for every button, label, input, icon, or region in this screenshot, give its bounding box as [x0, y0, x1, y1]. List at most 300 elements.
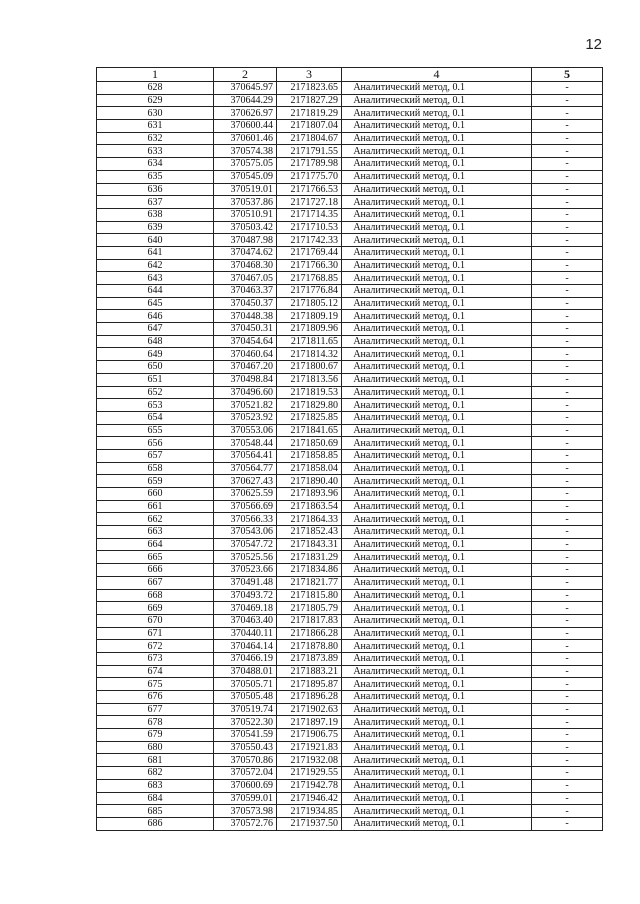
- y-coordinate-cell: 2171929.55: [277, 767, 342, 780]
- note-cell: -: [532, 792, 603, 805]
- y-coordinate-cell: 2171811.65: [277, 335, 342, 348]
- y-coordinate-cell: 2171893.96: [277, 488, 342, 501]
- method-accuracy-cell: Аналитический метод, 0.1: [342, 145, 532, 158]
- method-accuracy-cell: Аналитический метод, 0.1: [342, 158, 532, 171]
- table-row: [97, 120, 603, 133]
- point-number-cell: 685: [97, 805, 214, 818]
- x-coordinate-cell: 370625.59: [214, 488, 277, 501]
- y-coordinate-cell: 2171813.56: [277, 373, 342, 386]
- y-coordinate-cell: 2171823.65: [277, 82, 342, 95]
- x-coordinate-cell: 370491.48: [214, 576, 277, 589]
- y-coordinate-cell: 2171805.79: [277, 602, 342, 615]
- point-number-cell: 643: [97, 272, 214, 285]
- y-coordinate-cell: 2171921.83: [277, 741, 342, 754]
- point-number-cell: 653: [97, 399, 214, 412]
- table-row: [97, 170, 603, 183]
- table-row: [97, 285, 603, 298]
- header-col-1: 1: [97, 68, 214, 82]
- note-cell: -: [532, 259, 603, 272]
- table-row: [97, 716, 603, 729]
- table-row: [97, 386, 603, 399]
- table-row: [97, 145, 603, 158]
- method-accuracy-cell: Аналитический метод, 0.1: [342, 208, 532, 221]
- x-coordinate-cell: 370450.37: [214, 297, 277, 310]
- x-coordinate-cell: 370545.09: [214, 170, 277, 183]
- method-accuracy-cell: Аналитический метод, 0.1: [342, 500, 532, 513]
- x-coordinate-cell: 370463.37: [214, 285, 277, 298]
- page-number: 12: [585, 36, 602, 53]
- method-accuracy-cell: Аналитический метод, 0.1: [342, 665, 532, 678]
- y-coordinate-cell: 2171710.53: [277, 221, 342, 234]
- point-number-cell: 681: [97, 754, 214, 767]
- table-row: [97, 805, 603, 818]
- x-coordinate-cell: 370466.19: [214, 652, 277, 665]
- y-coordinate-cell: 2171850.69: [277, 437, 342, 450]
- table-row: [97, 361, 603, 374]
- note-cell: -: [532, 183, 603, 196]
- point-number-cell: 630: [97, 107, 214, 120]
- y-coordinate-cell: 2171727.18: [277, 196, 342, 209]
- x-coordinate-cell: 370523.92: [214, 411, 277, 424]
- note-cell: -: [532, 716, 603, 729]
- y-coordinate-cell: 2171768.85: [277, 272, 342, 285]
- point-number-cell: 651: [97, 373, 214, 386]
- point-number-cell: 641: [97, 246, 214, 259]
- table-row: [97, 437, 603, 450]
- table-row: [97, 183, 603, 196]
- table-row: [97, 424, 603, 437]
- note-cell: -: [532, 272, 603, 285]
- x-coordinate-cell: 370519.01: [214, 183, 277, 196]
- table-row: [97, 449, 603, 462]
- y-coordinate-cell: 2171932.08: [277, 754, 342, 767]
- y-coordinate-cell: 2171775.70: [277, 170, 342, 183]
- method-accuracy-cell: Аналитический метод, 0.1: [342, 602, 532, 615]
- table-row: [97, 564, 603, 577]
- y-coordinate-cell: 2171789.98: [277, 158, 342, 171]
- table-row: [97, 488, 603, 501]
- note-cell: -: [532, 729, 603, 742]
- y-coordinate-cell: 2171883.21: [277, 665, 342, 678]
- y-coordinate-cell: 2171742.33: [277, 234, 342, 247]
- point-number-cell: 678: [97, 716, 214, 729]
- point-number-cell: 628: [97, 82, 214, 95]
- method-accuracy-cell: Аналитический метод, 0.1: [342, 348, 532, 361]
- x-coordinate-cell: 370523.66: [214, 564, 277, 577]
- method-accuracy-cell: Аналитический метод, 0.1: [342, 94, 532, 107]
- point-number-cell: 635: [97, 170, 214, 183]
- point-number-cell: 642: [97, 259, 214, 272]
- point-number-cell: 672: [97, 640, 214, 653]
- table-row: [97, 82, 603, 95]
- x-coordinate-cell: 370468.30: [214, 259, 277, 272]
- point-number-cell: 669: [97, 602, 214, 615]
- x-coordinate-cell: 370505.71: [214, 678, 277, 691]
- method-accuracy-cell: Аналитический метод, 0.1: [342, 107, 532, 120]
- table-row: [97, 234, 603, 247]
- note-cell: -: [532, 221, 603, 234]
- y-coordinate-cell: 2171937.50: [277, 817, 342, 830]
- point-number-cell: 654: [97, 411, 214, 424]
- table-row: [97, 602, 603, 615]
- point-number-cell: 686: [97, 817, 214, 830]
- method-accuracy-cell: Аналитический метод, 0.1: [342, 449, 532, 462]
- note-cell: -: [532, 691, 603, 704]
- y-coordinate-cell: 2171878.80: [277, 640, 342, 653]
- note-cell: -: [532, 335, 603, 348]
- method-accuracy-cell: Аналитический метод, 0.1: [342, 703, 532, 716]
- method-accuracy-cell: Аналитический метод, 0.1: [342, 323, 532, 336]
- y-coordinate-cell: 2171819.29: [277, 107, 342, 120]
- y-coordinate-cell: 2171858.85: [277, 449, 342, 462]
- x-coordinate-cell: 370525.56: [214, 551, 277, 564]
- method-accuracy-cell: Аналитический метод, 0.1: [342, 691, 532, 704]
- point-number-cell: 649: [97, 348, 214, 361]
- x-coordinate-cell: 370493.72: [214, 589, 277, 602]
- method-accuracy-cell: Аналитический метод, 0.1: [342, 576, 532, 589]
- method-accuracy-cell: Аналитический метод, 0.1: [342, 475, 532, 488]
- x-coordinate-cell: 370600.69: [214, 779, 277, 792]
- y-coordinate-cell: 2171809.96: [277, 323, 342, 336]
- x-coordinate-cell: 370467.20: [214, 361, 277, 374]
- method-accuracy-cell: Аналитический метод, 0.1: [342, 399, 532, 412]
- y-coordinate-cell: 2171858.04: [277, 462, 342, 475]
- note-cell: -: [532, 538, 603, 551]
- method-accuracy-cell: Аналитический метод, 0.1: [342, 196, 532, 209]
- method-accuracy-cell: Аналитический метод, 0.1: [342, 234, 532, 247]
- method-accuracy-cell: Аналитический метод, 0.1: [342, 120, 532, 133]
- y-coordinate-cell: 2171863.54: [277, 500, 342, 513]
- table-row: [97, 335, 603, 348]
- point-number-cell: 644: [97, 285, 214, 298]
- x-coordinate-cell: 370601.46: [214, 132, 277, 145]
- point-number-cell: 680: [97, 741, 214, 754]
- method-accuracy-cell: Аналитический метод, 0.1: [342, 589, 532, 602]
- note-cell: -: [532, 602, 603, 615]
- note-cell: -: [532, 373, 603, 386]
- x-coordinate-cell: 370548.44: [214, 437, 277, 450]
- note-cell: -: [532, 82, 603, 95]
- y-coordinate-cell: 2171906.75: [277, 729, 342, 742]
- y-coordinate-cell: 2171766.53: [277, 183, 342, 196]
- note-cell: -: [532, 652, 603, 665]
- table-row: [97, 107, 603, 120]
- note-cell: -: [532, 145, 603, 158]
- point-number-cell: 679: [97, 729, 214, 742]
- x-coordinate-cell: 370454.64: [214, 335, 277, 348]
- x-coordinate-cell: 370570.86: [214, 754, 277, 767]
- point-number-cell: 631: [97, 120, 214, 133]
- y-coordinate-cell: 2171714.35: [277, 208, 342, 221]
- method-accuracy-cell: Аналитический метод, 0.1: [342, 424, 532, 437]
- x-coordinate-cell: 370522.30: [214, 716, 277, 729]
- note-cell: -: [532, 94, 603, 107]
- table-row: [97, 779, 603, 792]
- note-cell: -: [532, 817, 603, 830]
- method-accuracy-cell: Аналитический метод, 0.1: [342, 221, 532, 234]
- method-accuracy-cell: Аналитический метод, 0.1: [342, 538, 532, 551]
- y-coordinate-cell: 2171896.28: [277, 691, 342, 704]
- y-coordinate-cell: 2171841.65: [277, 424, 342, 437]
- point-number-cell: 655: [97, 424, 214, 437]
- table-row: [97, 272, 603, 285]
- x-coordinate-cell: 370463.40: [214, 614, 277, 627]
- table-row: [97, 691, 603, 704]
- table-row: [97, 411, 603, 424]
- point-number-cell: 634: [97, 158, 214, 171]
- note-cell: -: [532, 170, 603, 183]
- header-col-2: 2: [214, 68, 277, 82]
- table-row: [97, 310, 603, 323]
- note-cell: -: [532, 551, 603, 564]
- note-cell: -: [532, 513, 603, 526]
- point-number-cell: 664: [97, 538, 214, 551]
- point-number-cell: 637: [97, 196, 214, 209]
- method-accuracy-cell: Аналитический метод, 0.1: [342, 513, 532, 526]
- x-coordinate-cell: 370644.29: [214, 94, 277, 107]
- note-cell: -: [532, 462, 603, 475]
- point-number-cell: 666: [97, 564, 214, 577]
- x-coordinate-cell: 370448.38: [214, 310, 277, 323]
- x-coordinate-cell: 370469.18: [214, 602, 277, 615]
- table-row: [97, 475, 603, 488]
- method-accuracy-cell: Аналитический метод, 0.1: [342, 246, 532, 259]
- note-cell: -: [532, 475, 603, 488]
- table-row: [97, 259, 603, 272]
- table-row: [97, 538, 603, 551]
- x-coordinate-cell: 370572.76: [214, 817, 277, 830]
- table-row: [97, 246, 603, 259]
- method-accuracy-cell: Аналитический метод, 0.1: [342, 386, 532, 399]
- point-number-cell: 660: [97, 488, 214, 501]
- table-header-row: [97, 68, 603, 82]
- table-body: [97, 82, 603, 831]
- x-coordinate-cell: 370521.82: [214, 399, 277, 412]
- x-coordinate-cell: 370488.01: [214, 665, 277, 678]
- y-coordinate-cell: 2171804.67: [277, 132, 342, 145]
- y-coordinate-cell: 2171827.29: [277, 94, 342, 107]
- x-coordinate-cell: 370503.42: [214, 221, 277, 234]
- point-number-cell: 659: [97, 475, 214, 488]
- method-accuracy-cell: Аналитический метод, 0.1: [342, 272, 532, 285]
- x-coordinate-cell: 370464.14: [214, 640, 277, 653]
- point-number-cell: 656: [97, 437, 214, 450]
- x-coordinate-cell: 370474.62: [214, 246, 277, 259]
- x-coordinate-cell: 370550.43: [214, 741, 277, 754]
- table-row: [97, 94, 603, 107]
- table-row: [97, 817, 603, 830]
- method-accuracy-cell: Аналитический метод, 0.1: [342, 335, 532, 348]
- x-coordinate-cell: 370627.43: [214, 475, 277, 488]
- y-coordinate-cell: 2171934.85: [277, 805, 342, 818]
- method-accuracy-cell: Аналитический метод, 0.1: [342, 526, 532, 539]
- point-number-cell: 638: [97, 208, 214, 221]
- y-coordinate-cell: 2171805.12: [277, 297, 342, 310]
- y-coordinate-cell: 2171864.33: [277, 513, 342, 526]
- method-accuracy-cell: Аналитический метод, 0.1: [342, 716, 532, 729]
- point-number-cell: 645: [97, 297, 214, 310]
- method-accuracy-cell: Аналитический метод, 0.1: [342, 754, 532, 767]
- y-coordinate-cell: 2171776.84: [277, 285, 342, 298]
- note-cell: -: [532, 323, 603, 336]
- point-number-cell: 658: [97, 462, 214, 475]
- table-row: [97, 703, 603, 716]
- note-cell: -: [532, 310, 603, 323]
- note-cell: -: [532, 424, 603, 437]
- table-row: [97, 627, 603, 640]
- note-cell: -: [532, 196, 603, 209]
- point-number-cell: 657: [97, 449, 214, 462]
- y-coordinate-cell: 2171814.32: [277, 348, 342, 361]
- x-coordinate-cell: 370600.44: [214, 120, 277, 133]
- point-number-cell: 629: [97, 94, 214, 107]
- table-row: [97, 132, 603, 145]
- y-coordinate-cell: 2171834.86: [277, 564, 342, 577]
- method-accuracy-cell: Аналитический метод, 0.1: [342, 741, 532, 754]
- method-accuracy-cell: Аналитический метод, 0.1: [342, 805, 532, 818]
- x-coordinate-cell: 370537.86: [214, 196, 277, 209]
- method-accuracy-cell: Аналитический метод, 0.1: [342, 627, 532, 640]
- table-row: [97, 551, 603, 564]
- point-number-cell: 667: [97, 576, 214, 589]
- y-coordinate-cell: 2171829.80: [277, 399, 342, 412]
- point-number-cell: 636: [97, 183, 214, 196]
- note-cell: -: [532, 614, 603, 627]
- table-row: [97, 652, 603, 665]
- method-accuracy-cell: Аналитический метод, 0.1: [342, 462, 532, 475]
- note-cell: -: [532, 246, 603, 259]
- note-cell: -: [532, 297, 603, 310]
- method-accuracy-cell: Аналитический метод, 0.1: [342, 297, 532, 310]
- point-number-cell: 683: [97, 779, 214, 792]
- point-number-cell: 674: [97, 665, 214, 678]
- y-coordinate-cell: 2171819.53: [277, 386, 342, 399]
- table-row: [97, 399, 603, 412]
- x-coordinate-cell: 370498.84: [214, 373, 277, 386]
- y-coordinate-cell: 2171825.85: [277, 411, 342, 424]
- point-number-cell: 673: [97, 652, 214, 665]
- method-accuracy-cell: Аналитический метод, 0.1: [342, 767, 532, 780]
- table-row: [97, 754, 603, 767]
- table-row: [97, 614, 603, 627]
- method-accuracy-cell: Аналитический метод, 0.1: [342, 285, 532, 298]
- table-row: [97, 792, 603, 805]
- table-row: [97, 513, 603, 526]
- point-number-cell: 682: [97, 767, 214, 780]
- note-cell: -: [532, 589, 603, 602]
- point-number-cell: 647: [97, 323, 214, 336]
- table-row: [97, 576, 603, 589]
- note-cell: -: [532, 678, 603, 691]
- method-accuracy-cell: Аналитический метод, 0.1: [342, 729, 532, 742]
- point-number-cell: 665: [97, 551, 214, 564]
- note-cell: -: [532, 805, 603, 818]
- x-coordinate-cell: 370564.77: [214, 462, 277, 475]
- x-coordinate-cell: 370467.05: [214, 272, 277, 285]
- y-coordinate-cell: 2171942.78: [277, 779, 342, 792]
- method-accuracy-cell: Аналитический метод, 0.1: [342, 779, 532, 792]
- table-row: [97, 158, 603, 171]
- coordinates-table: [96, 67, 603, 831]
- y-coordinate-cell: 2171809.19: [277, 310, 342, 323]
- method-accuracy-cell: Аналитический метод, 0.1: [342, 259, 532, 272]
- point-number-cell: 675: [97, 678, 214, 691]
- x-coordinate-cell: 370541.59: [214, 729, 277, 742]
- note-cell: -: [532, 386, 603, 399]
- point-number-cell: 632: [97, 132, 214, 145]
- x-coordinate-cell: 370519.74: [214, 703, 277, 716]
- y-coordinate-cell: 2171815.80: [277, 589, 342, 602]
- note-cell: -: [532, 576, 603, 589]
- x-coordinate-cell: 370645.97: [214, 82, 277, 95]
- table-row: [97, 221, 603, 234]
- point-number-cell: 676: [97, 691, 214, 704]
- method-accuracy-cell: Аналитический метод, 0.1: [342, 361, 532, 374]
- x-coordinate-cell: 370566.69: [214, 500, 277, 513]
- x-coordinate-cell: 370450.31: [214, 323, 277, 336]
- method-accuracy-cell: Аналитический метод, 0.1: [342, 170, 532, 183]
- note-cell: -: [532, 640, 603, 653]
- table-row: [97, 462, 603, 475]
- y-coordinate-cell: 2171902.63: [277, 703, 342, 716]
- y-coordinate-cell: 2171852.43: [277, 526, 342, 539]
- table-row: [97, 741, 603, 754]
- x-coordinate-cell: 370440.11: [214, 627, 277, 640]
- method-accuracy-cell: Аналитический метод, 0.1: [342, 437, 532, 450]
- method-accuracy-cell: Аналитический метод, 0.1: [342, 652, 532, 665]
- x-coordinate-cell: 370566.33: [214, 513, 277, 526]
- point-number-cell: 633: [97, 145, 214, 158]
- table-row: [97, 767, 603, 780]
- note-cell: -: [532, 107, 603, 120]
- note-cell: -: [532, 703, 603, 716]
- y-coordinate-cell: 2171897.19: [277, 716, 342, 729]
- point-number-cell: 684: [97, 792, 214, 805]
- table-row: [97, 678, 603, 691]
- method-accuracy-cell: Аналитический метод, 0.1: [342, 817, 532, 830]
- table-row: [97, 323, 603, 336]
- note-cell: -: [532, 564, 603, 577]
- table-row: [97, 348, 603, 361]
- method-accuracy-cell: Аналитический метод, 0.1: [342, 373, 532, 386]
- y-coordinate-cell: 2171831.29: [277, 551, 342, 564]
- table-row: [97, 373, 603, 386]
- method-accuracy-cell: Аналитический метод, 0.1: [342, 132, 532, 145]
- note-cell: -: [532, 411, 603, 424]
- note-cell: -: [532, 449, 603, 462]
- note-cell: -: [532, 234, 603, 247]
- x-coordinate-cell: 370460.64: [214, 348, 277, 361]
- table-row: [97, 729, 603, 742]
- x-coordinate-cell: 370496.60: [214, 386, 277, 399]
- method-accuracy-cell: Аналитический метод, 0.1: [342, 564, 532, 577]
- note-cell: -: [532, 500, 603, 513]
- header-col-5: 5: [532, 68, 603, 82]
- point-number-cell: 639: [97, 221, 214, 234]
- method-accuracy-cell: Аналитический метод, 0.1: [342, 792, 532, 805]
- x-coordinate-cell: 370573.98: [214, 805, 277, 818]
- point-number-cell: 661: [97, 500, 214, 513]
- method-accuracy-cell: Аналитический метод, 0.1: [342, 640, 532, 653]
- x-coordinate-cell: 370553.06: [214, 424, 277, 437]
- note-cell: -: [532, 285, 603, 298]
- y-coordinate-cell: 2171890.40: [277, 475, 342, 488]
- note-cell: -: [532, 361, 603, 374]
- y-coordinate-cell: 2171895.87: [277, 678, 342, 691]
- table-row: [97, 297, 603, 310]
- note-cell: -: [532, 665, 603, 678]
- note-cell: -: [532, 348, 603, 361]
